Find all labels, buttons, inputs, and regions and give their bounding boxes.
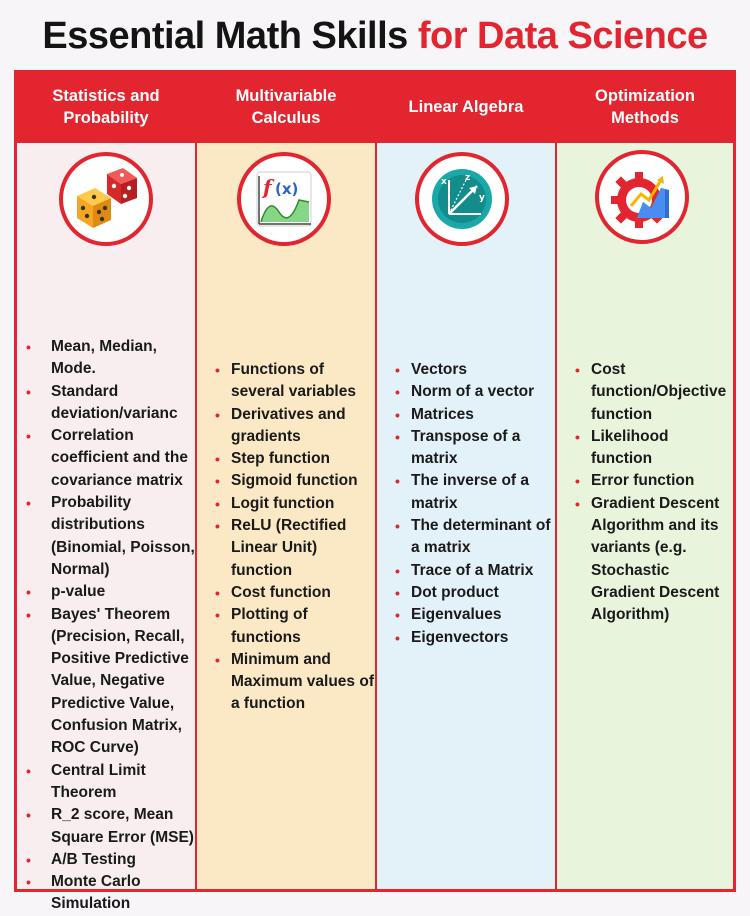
list-item: • Gradient Descent Algorithm and its variants (e.g. Stochastic Gradient Descent Algorithm)	[566, 493, 732, 627]
column-heading: Multivariable Calculus	[235, 86, 337, 127]
column-heading: Linear Algebra	[408, 97, 524, 116]
svg-text:z: z	[465, 173, 471, 183]
list-item: • A/B Testing	[17, 849, 195, 871]
list-item: • Plotting of functions	[206, 604, 374, 649]
title-part-accent: for Data Science	[417, 15, 708, 57]
list-item: • Mean, Median, Mode.	[17, 336, 195, 381]
list-item: • Error function	[566, 470, 732, 492]
svg-text:f: f	[263, 175, 272, 199]
list-item: • Bayes' Theorem (Precision, Recall, Positive Predictive Value, Negative Predictive Value, Confusion Matrix, ROC Curve)	[17, 604, 195, 760]
list-item: • Eigenvalues	[386, 604, 554, 626]
list-item: • The inverse of a matrix	[386, 470, 554, 515]
list-item: • Minimum and Maximum values of a function	[206, 649, 374, 716]
list-item: • R_2 score, Mean Square Error (MSE)	[17, 804, 195, 849]
list-item: • Cost function/Objective function	[566, 359, 732, 426]
list-item: • Vectors	[386, 359, 554, 381]
list-item: • Functions of several variables	[206, 359, 374, 404]
list-item: • Derivatives and gradients	[206, 404, 374, 449]
list-item: • Norm of a vector	[386, 381, 554, 403]
list-item: • Central Limit Theorem	[17, 760, 195, 805]
list-item: • The determinant of a matrix	[386, 515, 554, 560]
page-title	[0, 8, 750, 64]
list-item: • Sigmoid function	[206, 470, 374, 492]
list-item: • Likelihood function	[566, 426, 732, 471]
list-item: • Monte Carlo Simulation	[17, 871, 195, 916]
list-item: • Cost function	[206, 582, 374, 604]
list-item: • ReLU (Rectified Linear Unit) function	[206, 515, 374, 582]
list-item: • Step function	[206, 448, 374, 470]
list-item: • Eigenvectors	[386, 627, 554, 649]
svg-text:y: y	[479, 193, 485, 203]
list-item: • Matrices	[386, 404, 554, 426]
svg-text:(x): (x)	[275, 180, 299, 198]
column-heading: Statistics and Probability	[52, 86, 160, 127]
list-item: • Standard deviation/varianc	[17, 381, 195, 426]
table-frame	[14, 70, 736, 892]
list-item: • p-value	[17, 581, 195, 603]
list-item: • Transpose of a matrix	[386, 426, 554, 471]
column-heading: Optimization Methods	[595, 86, 695, 127]
list-item: • Trace of a Matrix	[386, 560, 554, 582]
list-item: • Correlation coefficient and the covariance matrix	[17, 425, 195, 492]
list-item: • Dot product	[386, 582, 554, 604]
title-part-dark: Essential Math Skills	[42, 15, 408, 57]
svg-text:x: x	[441, 177, 447, 187]
list-item: • Logit function	[206, 493, 374, 515]
list-item: • Probability distributions (Binomial, Poisson, Normal)	[17, 492, 195, 581]
